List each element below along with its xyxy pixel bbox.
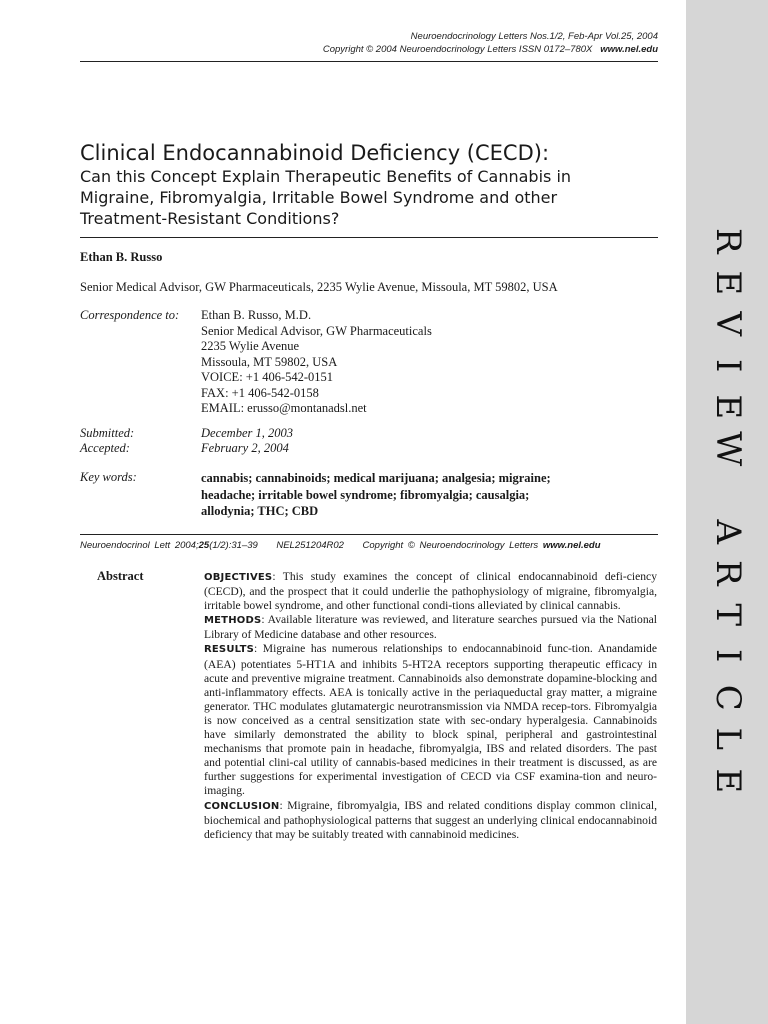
author-name: Ethan B. Russo [80, 250, 163, 264]
correspondence-email[interactable]: EMAIL: erusso@montanadsl.net [201, 401, 367, 415]
review-label-letter: I [707, 358, 748, 372]
review-label-letter: C [707, 684, 748, 711]
review-label-letter: A [707, 518, 748, 544]
header-rule [80, 61, 658, 62]
review-label-letter: T [707, 602, 748, 626]
abstract-results [204, 642, 657, 798]
copyright-line [323, 44, 658, 55]
review-label-letter: R [707, 227, 748, 254]
conclusion-label: CONCLUSION [204, 800, 280, 812]
conclusion-text: : Migraine, fibromyalgia, IBS and related conditions display common clinical, biochemical and pathophysiological patterns that suggest an underlying clinical endocannabinoid deficiency that may be suitably treated with cannabinoid medicines. [204, 798, 657, 841]
review-label-letter: I [707, 649, 748, 663]
abstract-methods [204, 613, 657, 642]
review-label-letter: L [707, 727, 748, 751]
abstract-conclusion [204, 799, 657, 842]
correspondence-line: Ethan B. Russo, M.D. [201, 308, 312, 322]
subtitle-line: Treatment-Resistant Conditions? [80, 209, 340, 228]
review-label-letter: W [707, 430, 748, 466]
review-article-label [686, 220, 768, 801]
journal-issue-line: Neuroendocrinology Letters Nos.1/2, Feb-Apr Vol.25, 2004 [410, 31, 658, 42]
review-label-letter: V [707, 311, 748, 337]
review-label-letter: R [707, 559, 748, 586]
journal-url[interactable]: www.nel.edu [600, 44, 658, 55]
article-subtitle [80, 166, 680, 229]
article-title: Clinical Endocannabinoid Deficiency (CECD): [80, 141, 550, 165]
keywords-list [201, 470, 661, 520]
correspondence-line: Senior Medical Advisor, GW Pharmaceuticals [201, 323, 432, 338]
abstract-body [204, 570, 657, 842]
citation-volume: 25 [198, 540, 210, 551]
accepted-label: Accepted: [80, 441, 130, 455]
review-label-letter: E [707, 269, 748, 295]
abstract-heading: Abstract [97, 569, 144, 583]
correspondence-label: Correspondence to: [80, 308, 180, 322]
methods-label: METHODS [204, 615, 262, 627]
keywords-line: allodynia; THC; CBD [201, 504, 319, 518]
sidebar-band [686, 0, 768, 1024]
author-affiliation: Senior Medical Advisor, GW Pharmaceuticals, 2235 Wylie Avenue, Missoula, MT 59802, USA [80, 280, 558, 294]
subtitle-line: Migraine, Fibromyalgia, Irritable Bowel Syndrome and other [80, 188, 558, 207]
objectives-label: OBJECTIVES [204, 572, 273, 583]
review-label-letter: E [707, 394, 748, 420]
citation-journal: Neuroendocrinol Lett 2004; [80, 540, 199, 551]
correspondence-block [201, 308, 432, 417]
copyright-text: Copyright © 2004 Neuroendocrinology Letters ISSN 0172–780X [322, 44, 593, 55]
citation-rule [80, 534, 658, 535]
correspondence-line: Missoula, MT 59802, USA [201, 354, 338, 369]
review-label-letter: E [707, 767, 748, 793]
subtitle-line: Can this Concept Explain Therapeutic Benefits of Cannabis in [80, 167, 572, 186]
methods-text: : Available literature was reviewed, and literature searches pursued via the National Library of Medicine database and other resources. [204, 613, 657, 642]
results-label: RESULTS [204, 644, 254, 656]
correspondence-line: 2235 Wylie Avenue [201, 339, 300, 353]
results-text: : Migraine has numerous relationships to endocannabinoid func-tion. Anandamide (AEA) potentiates 5-HT1A and inhibits 5-HT2A receptors supporting therapeutic efficacy in acute and preventive migraine treatment. Cannabinoids also demonstrate dopamine-blocking and anti-inflammatory effects. AEA is tonically active in the periaqueductal gray matter, a migraine generator. THC modulates glutamatergic neurotransmission via NMDA recep-tors. Fibromyalgia is now conceived as a central sensitization state with sec-ondary hyperalgesia. Cannabinoids have similarly demonstrated the ability to block spinal, peripheral and gastrointestinal mechanisms that promote pain in headache, fibromyalgia, IBS and related disorders. The past and potential clini-cal utility of cannabis-based medicines in their treatment is discussed, as are further suggestions for experimental investigation of CECD via CSF examina-tion and neuro-imaging. [204, 642, 657, 798]
objectives-text: : This study examines the concept of clinical endocannabinoid defi-ciency (CECD), and the prospect that it could underlie the pathophysiology of migraine, fibromyalgia, irritable bowel syndrome, and other functional condi-tions alleviated by clinical cannabis. [204, 570, 657, 613]
citation-pages: (1/2):31–39 [209, 540, 258, 551]
keywords-label: Key words: [80, 470, 137, 484]
title-rule [80, 237, 658, 238]
abstract-objectives [204, 570, 657, 613]
citation-url[interactable]: www.nel.edu [542, 540, 601, 551]
keywords-line: headache; irritable bowel syndrome; fibromyalgia; causalgia; [201, 487, 530, 502]
citation-line [80, 540, 601, 551]
submitted-label: Submitted: [80, 426, 135, 440]
correspondence-line: VOICE: +1 406-542-0151 [201, 370, 334, 384]
accepted-date: February 2, 2004 [201, 441, 289, 455]
correspondence-line: FAX: +1 406-542-0158 [201, 385, 319, 400]
submitted-date: December 1, 2003 [201, 426, 293, 440]
citation-id: NEL251204R02 [276, 540, 344, 551]
citation-copyright: Copyright © Neuroendocrinology Letters [362, 540, 539, 551]
keywords-line: cannabis; cannabinoids; medical marijuana; analgesia; migraine; [201, 471, 551, 485]
